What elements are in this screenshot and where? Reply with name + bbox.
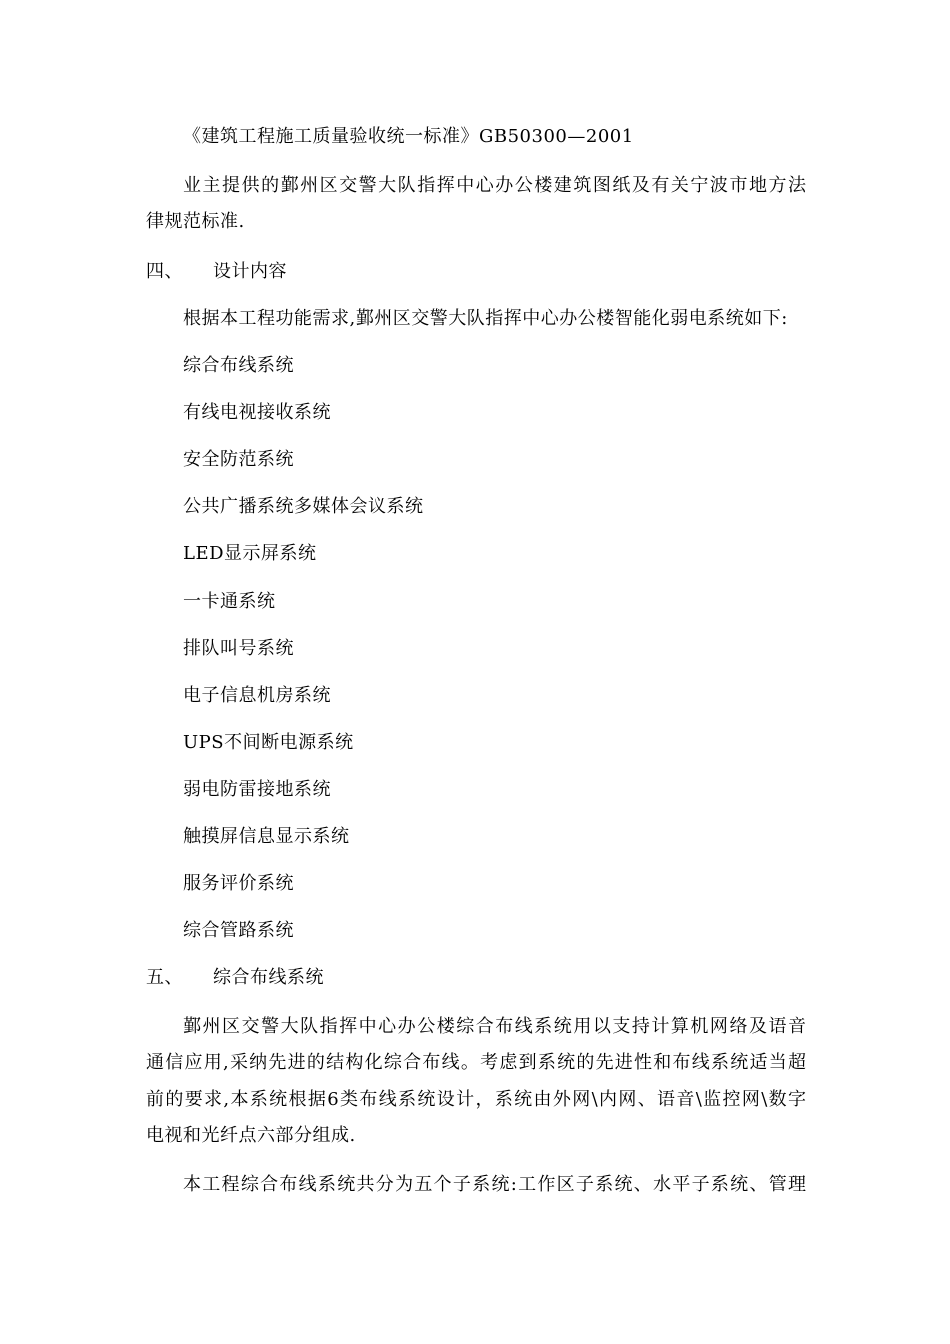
list-item: UPS不间断电源系统 [183, 732, 354, 753]
section-5-number: 五、 [146, 967, 183, 988]
section-4-number: 四、 [146, 261, 183, 282]
list-item: 公共广播系统多媒体会议系统 [183, 496, 424, 517]
list-item: 有线电视接收系统 [183, 402, 331, 423]
list-item: 综合管路系统 [183, 920, 294, 941]
list-item: 触摸屏信息显示系统 [183, 826, 350, 847]
section-4-intro: 根据本工程功能需求,鄞州区交警大队指挥中心办公楼智能化弱电系统如下: [183, 308, 788, 329]
list-item: 弱电防雷接地系统 [183, 779, 331, 800]
section-5-paragraph-line-3: 前的要求,本系统根据6类布线系统设计，系统由外网\内网、语音\监控网\数字 [146, 1089, 806, 1110]
list-item: 一卡通系统 [183, 591, 276, 612]
standard-reference: 《建筑工程施工质量验收统一标准》GB50300—2001 [183, 126, 634, 147]
list-item: 排队叫号系统 [183, 638, 294, 659]
list-item: 电子信息机房系统 [183, 685, 331, 706]
section-5-title: 综合布线系统 [213, 967, 324, 988]
list-item: 安全防范系统 [183, 449, 294, 470]
section-5-paragraph-line-4: 电视和光纤点六部分组成. [146, 1125, 356, 1146]
list-item: 服务评价系统 [183, 873, 294, 894]
owner-paragraph-line-2: 律规范标准. [146, 211, 245, 232]
section-5-paragraph-line-2: 通信应用,采纳先进的结构化综合布线。考虑到系统的先进性和布线系统适当超 [146, 1052, 806, 1073]
owner-paragraph-line-1: 业主提供的鄞州区交警大队指挥中心办公楼建筑图纸及有关宁波市地方法 [183, 175, 806, 196]
list-item: 综合布线系统 [183, 355, 294, 376]
list-item: LED显示屏系统 [183, 543, 317, 564]
section-5-paragraph-line-1: 鄞州区交警大队指挥中心办公楼综合布线系统用以支持计算机网络及语音 [183, 1016, 806, 1037]
section-4-title: 设计内容 [213, 261, 287, 282]
section-5-paragraph-2-line-1: 本工程综合布线系统共分为五个子系统:工作区子系统、水平子系统、管理 [183, 1174, 806, 1195]
